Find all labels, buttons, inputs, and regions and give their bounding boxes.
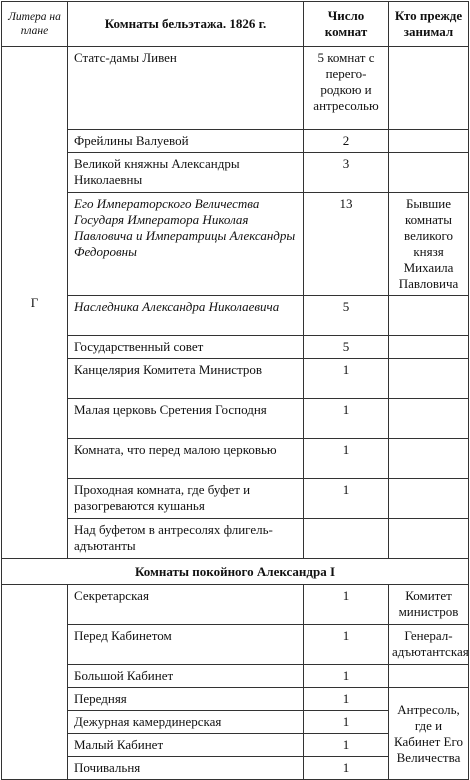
section-row — [2, 559, 469, 585]
previous-occupant: Комитет министров — [389, 585, 469, 625]
table-row — [2, 585, 469, 625]
previous-occupant — [389, 519, 469, 559]
table-row — [2, 47, 469, 130]
room-name: Почивальня — [68, 757, 304, 780]
room-count — [304, 519, 389, 559]
table-row — [2, 688, 469, 711]
header-rooms: Комнаты бельэтажа. 1826 г. — [68, 2, 304, 47]
room-name: Перед Кабинетом — [68, 625, 304, 665]
previous-occupant — [389, 479, 469, 519]
room-name: Передняя — [68, 688, 304, 711]
litera-cell-empty — [2, 585, 68, 780]
room-name: Его Императорского Величества Государя Императора Николая Павловича и Императрицы Александры Федоровны — [68, 193, 304, 296]
previous-occupant-merged: Антресоль, где и Кабинет Его Величества — [389, 688, 469, 780]
room-count: 13 — [304, 193, 389, 296]
room-name: Комната, что перед малою церковью — [68, 439, 304, 479]
litera-cell: Г — [2, 47, 68, 559]
document-table-container — [1, 1, 469, 780]
room-name: Секретарская — [68, 585, 304, 625]
previous-occupant: Бывшие комнаты великого князя Михаила Павловича — [389, 193, 469, 296]
table-row — [2, 153, 469, 193]
room-count: 5 комнат с перего-родкою и антресолью — [304, 47, 389, 130]
header-litera: Литера на плане — [2, 2, 68, 47]
rooms-table — [1, 1, 469, 780]
room-name: Великой княжны Александры Николаевны — [68, 153, 304, 193]
room-name: Большой Кабинет — [68, 665, 304, 688]
header-row — [2, 2, 469, 47]
room-name: Фрейлины Валуевой — [68, 130, 304, 153]
previous-occupant — [389, 399, 469, 439]
room-count: 1 — [304, 359, 389, 399]
table-row — [2, 479, 469, 519]
table-row — [2, 399, 469, 439]
room-count: 3 — [304, 153, 389, 193]
previous-occupant — [389, 336, 469, 359]
previous-occupant — [389, 439, 469, 479]
room-count: 5 — [304, 296, 389, 336]
previous-occupant — [389, 359, 469, 399]
room-count: 1 — [304, 665, 389, 688]
table-row — [2, 625, 469, 665]
room-name: Канцелярия Комитета Министров — [68, 359, 304, 399]
room-count: 1 — [304, 711, 389, 734]
room-count: 5 — [304, 336, 389, 359]
room-count: 1 — [304, 399, 389, 439]
header-count: Число комнат — [304, 2, 389, 47]
table-row — [2, 296, 469, 336]
table-row — [2, 665, 469, 688]
room-count: 1 — [304, 734, 389, 757]
previous-occupant — [389, 130, 469, 153]
table-row — [2, 439, 469, 479]
room-name: Дежурная камердинерская — [68, 711, 304, 734]
table-row — [2, 193, 469, 296]
room-name: Государственный совет — [68, 336, 304, 359]
previous-occupant — [389, 665, 469, 688]
table-row — [2, 359, 469, 399]
room-name: Над буфетом в антресолях флигель-адъютанты — [68, 519, 304, 559]
previous-occupant — [389, 153, 469, 193]
previous-occupant — [389, 47, 469, 130]
room-name: Проходная комната, где буфет и разогреваются кушанья — [68, 479, 304, 519]
room-name: Статс-дамы Ливен — [68, 47, 304, 130]
room-count: 1 — [304, 585, 389, 625]
room-name: Малый Кабинет — [68, 734, 304, 757]
room-count: 1 — [304, 479, 389, 519]
room-count: 2 — [304, 130, 389, 153]
room-name: Малая церковь Сретения Господня — [68, 399, 304, 439]
room-count: 1 — [304, 439, 389, 479]
table-row — [2, 130, 469, 153]
table-row — [2, 336, 469, 359]
room-count: 1 — [304, 625, 389, 665]
room-count: 1 — [304, 688, 389, 711]
room-name: Наследника Александра Николаевича — [68, 296, 304, 336]
room-count: 1 — [304, 757, 389, 780]
previous-occupant — [389, 296, 469, 336]
previous-occupant: Генерал-адъютантская — [389, 625, 469, 665]
section-title: Комнаты покойного Александра I — [2, 559, 469, 585]
table-row — [2, 519, 469, 559]
header-prev: Кто прежде занимал — [389, 2, 469, 47]
